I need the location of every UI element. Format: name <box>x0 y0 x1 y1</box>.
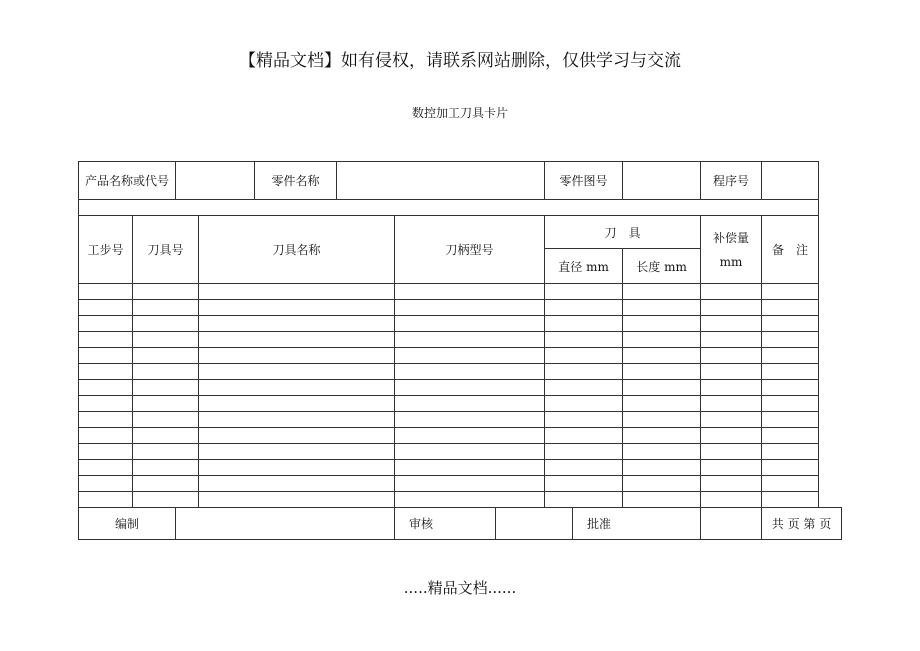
cell-diameter[interactable] <box>545 300 623 316</box>
cell-remarks[interactable] <box>762 444 819 460</box>
cell-holder[interactable] <box>395 476 545 492</box>
table-row <box>79 460 842 476</box>
table-row <box>79 428 842 444</box>
product-label: 产品名称或代号 <box>79 162 176 200</box>
program-label: 程序号 <box>701 162 762 200</box>
cell-length[interactable] <box>623 444 701 460</box>
cell-tool-no[interactable] <box>133 460 199 476</box>
cell-compensation[interactable] <box>701 476 762 492</box>
cell-tool-no[interactable] <box>133 412 199 428</box>
cell-tool-name[interactable] <box>199 300 395 316</box>
table-row <box>79 348 842 364</box>
cell-tool-no[interactable] <box>133 492 199 508</box>
cell-diameter[interactable] <box>545 444 623 460</box>
cell-step[interactable] <box>79 332 133 348</box>
cell-step[interactable] <box>79 396 133 412</box>
table-row <box>79 284 842 300</box>
cell-tool-name[interactable] <box>199 364 395 380</box>
document-banner: 【精品文档】如有侵权，请联系网站删除，仅供学习与交流 <box>239 51 681 71</box>
cell-remarks[interactable] <box>762 284 819 300</box>
cell-tool-name[interactable] <box>199 380 395 396</box>
cell-tool-name[interactable] <box>199 284 395 300</box>
cell-tool-no[interactable] <box>133 364 199 380</box>
table-row <box>79 364 842 380</box>
cell-step[interactable] <box>79 476 133 492</box>
cell-step[interactable] <box>79 444 133 460</box>
header-length: 长度 mm <box>623 249 701 284</box>
cell-tool-no[interactable] <box>133 284 199 300</box>
cell-length[interactable] <box>623 380 701 396</box>
cell-step[interactable] <box>79 460 133 476</box>
page-count: 共 页 第 页 <box>762 508 842 540</box>
table-row <box>79 332 842 348</box>
cell-diameter[interactable] <box>545 428 623 444</box>
table-row <box>79 316 842 332</box>
cell-step[interactable] <box>79 492 133 508</box>
program-value[interactable] <box>762 162 819 200</box>
cell-step[interactable] <box>79 380 133 396</box>
part-name-label: 零件名称 <box>255 162 337 200</box>
cell-length[interactable] <box>623 348 701 364</box>
cell-tool-no[interactable] <box>133 476 199 492</box>
cell-holder[interactable] <box>395 444 545 460</box>
cell-length[interactable] <box>623 284 701 300</box>
cell-diameter[interactable] <box>545 396 623 412</box>
cell-remarks[interactable] <box>762 396 819 412</box>
cell-tool-name[interactable] <box>199 348 395 364</box>
cell-compensation[interactable] <box>701 460 762 476</box>
page-title: 数控加工刀具卡片 <box>411 106 508 120</box>
cell-tool-name[interactable] <box>199 332 395 348</box>
document-footer: .....精品文档...... <box>403 579 517 597</box>
spacer-cell <box>79 200 819 216</box>
cell-remarks[interactable] <box>762 300 819 316</box>
cell-step[interactable] <box>79 284 133 300</box>
table-row <box>79 380 842 396</box>
reviewed-value[interactable] <box>496 508 573 540</box>
cell-holder[interactable] <box>395 316 545 332</box>
cell-tool-no[interactable] <box>133 396 199 412</box>
cell-diameter[interactable] <box>545 332 623 348</box>
cell-tool-no[interactable] <box>133 428 199 444</box>
cell-length[interactable] <box>623 476 701 492</box>
prepared-value[interactable] <box>176 508 395 540</box>
cell-diameter[interactable] <box>545 476 623 492</box>
cell-compensation[interactable] <box>701 412 762 428</box>
cell-remarks[interactable] <box>762 412 819 428</box>
header-tool-name: 刀具名称 <box>199 216 395 284</box>
table-row <box>79 396 842 412</box>
cell-tool-name[interactable] <box>199 396 395 412</box>
cell-tool-no[interactable] <box>133 332 199 348</box>
header-tool-group: 刀 具 <box>545 216 701 249</box>
cell-tool-no[interactable] <box>133 300 199 316</box>
cell-tool-name[interactable] <box>199 412 395 428</box>
part-drawing-label: 零件图号 <box>545 162 623 200</box>
cell-compensation[interactable] <box>701 444 762 460</box>
cell-step[interactable] <box>79 428 133 444</box>
cell-compensation[interactable] <box>701 492 762 508</box>
cell-tool-name[interactable] <box>199 316 395 332</box>
cell-remarks[interactable] <box>762 332 819 348</box>
info-row <box>79 162 842 200</box>
tool-card-table <box>78 161 842 540</box>
cell-length[interactable] <box>623 492 701 508</box>
cell-step[interactable] <box>79 364 133 380</box>
header-diameter: 直径 mm <box>545 249 623 284</box>
header-step-no: 工步号 <box>79 216 133 284</box>
cell-remarks[interactable] <box>762 364 819 380</box>
cell-tool-no[interactable] <box>133 380 199 396</box>
cell-tool-no[interactable] <box>133 348 199 364</box>
cell-tool-name[interactable] <box>199 428 395 444</box>
cell-diameter[interactable] <box>545 364 623 380</box>
cell-remarks[interactable] <box>762 428 819 444</box>
cell-length[interactable] <box>623 364 701 380</box>
reviewed-label: 审核 <box>395 508 496 540</box>
part-name-value[interactable] <box>337 162 545 200</box>
cell-diameter[interactable] <box>545 412 623 428</box>
part-drawing-value[interactable] <box>623 162 701 200</box>
compensation-line-1: 补偿量 <box>713 230 750 245</box>
product-value[interactable] <box>176 162 255 200</box>
spacer-row <box>79 200 842 216</box>
header-tool-no: 刀具号 <box>133 216 199 284</box>
cell-compensation[interactable] <box>701 300 762 316</box>
cell-holder[interactable] <box>395 284 545 300</box>
approved-label: 批准 <box>573 508 701 540</box>
cell-diameter[interactable] <box>545 284 623 300</box>
header-remarks: 备 注 <box>762 216 819 284</box>
cell-diameter[interactable] <box>545 348 623 364</box>
cell-holder[interactable] <box>395 332 545 348</box>
compensation-line-2: mm <box>719 254 743 269</box>
approved-value[interactable] <box>701 508 762 540</box>
signature-row <box>79 508 842 540</box>
cell-length[interactable] <box>623 428 701 444</box>
cell-diameter[interactable] <box>545 316 623 332</box>
header-row-1 <box>79 216 842 249</box>
header-holder-model: 刀柄型号 <box>395 216 545 284</box>
cell-step[interactable] <box>79 300 133 316</box>
cell-tool-no[interactable] <box>133 316 199 332</box>
table-row <box>79 300 842 316</box>
cell-length[interactable] <box>623 460 701 476</box>
cell-holder[interactable] <box>395 412 545 428</box>
cell-remarks[interactable] <box>762 316 819 332</box>
cell-step[interactable] <box>79 348 133 364</box>
cell-diameter[interactable] <box>545 460 623 476</box>
prepared-label: 编制 <box>79 508 176 540</box>
cell-step[interactable] <box>79 412 133 428</box>
cell-remarks[interactable] <box>762 380 819 396</box>
cell-holder[interactable] <box>395 428 545 444</box>
table-row <box>79 492 842 508</box>
table-row <box>79 412 842 428</box>
cell-length[interactable] <box>623 412 701 428</box>
cell-remarks[interactable] <box>762 492 819 508</box>
cell-remarks[interactable] <box>762 348 819 364</box>
cell-holder[interactable] <box>395 396 545 412</box>
cell-diameter[interactable] <box>545 492 623 508</box>
cell-compensation[interactable] <box>701 364 762 380</box>
cell-compensation[interactable] <box>701 396 762 412</box>
cell-tool-name[interactable] <box>199 444 395 460</box>
cell-remarks[interactable] <box>762 460 819 476</box>
cell-compensation[interactable] <box>701 380 762 396</box>
table-row <box>79 444 842 460</box>
cell-holder[interactable] <box>395 492 545 508</box>
cell-compensation[interactable] <box>701 348 762 364</box>
cell-holder[interactable] <box>395 300 545 316</box>
cell-tool-name[interactable] <box>199 476 395 492</box>
cell-compensation[interactable] <box>701 284 762 300</box>
cell-length[interactable] <box>623 316 701 332</box>
cell-holder[interactable] <box>395 380 545 396</box>
cell-length[interactable] <box>623 300 701 316</box>
cell-tool-name[interactable] <box>199 492 395 508</box>
cell-remarks[interactable] <box>762 476 819 492</box>
cell-tool-name[interactable] <box>199 460 395 476</box>
cell-tool-no[interactable] <box>133 444 199 460</box>
cell-compensation[interactable] <box>701 428 762 444</box>
cell-compensation[interactable] <box>701 332 762 348</box>
cell-holder[interactable] <box>395 348 545 364</box>
cell-diameter[interactable] <box>545 380 623 396</box>
cell-holder[interactable] <box>395 364 545 380</box>
header-compensation <box>701 216 762 284</box>
table-row <box>79 476 842 492</box>
cell-compensation[interactable] <box>701 316 762 332</box>
cell-length[interactable] <box>623 332 701 348</box>
cell-length[interactable] <box>623 396 701 412</box>
cell-step[interactable] <box>79 316 133 332</box>
cell-holder[interactable] <box>395 460 545 476</box>
